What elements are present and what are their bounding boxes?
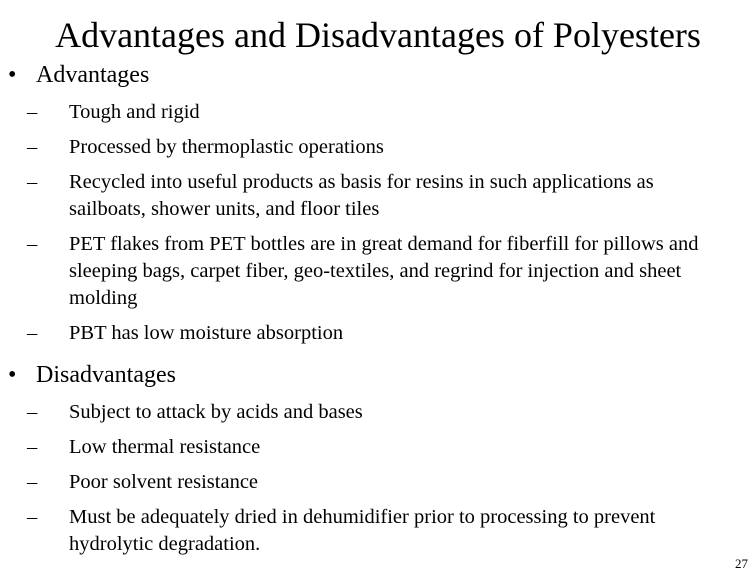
- page-number: 27: [735, 556, 748, 571]
- slide-title: Advantages and Disadvantages of Polyesters: [55, 15, 701, 55]
- list-item: [0, 99, 729, 126]
- list-item: [0, 231, 729, 312]
- advantages-list: [0, 99, 756, 347]
- disadvantages-section: [0, 357, 756, 566]
- bullet-icon: •: [8, 62, 17, 88]
- dash-icon: –: [27, 233, 38, 255]
- list-item: [0, 434, 729, 461]
- dash-icon: –: [27, 471, 38, 493]
- list-item: [0, 399, 729, 426]
- list-item: [0, 169, 729, 223]
- advantages-label: Advantages: [36, 62, 150, 88]
- dash-icon: –: [27, 136, 38, 158]
- list-item: [0, 469, 729, 496]
- list-item: [0, 320, 729, 347]
- list-item-text: Subject to attack by acids and bases: [69, 401, 363, 423]
- list-item: [0, 504, 729, 558]
- disadvantages-list: [0, 399, 756, 558]
- disadvantages-label: Disadvantages: [36, 362, 176, 388]
- dash-icon: –: [27, 171, 38, 193]
- list-item-text: Low thermal resistance: [69, 436, 261, 458]
- list-item-text: Tough and rigid: [69, 101, 200, 123]
- list-item: [0, 134, 729, 161]
- dash-icon: –: [27, 401, 38, 423]
- advantages-heading: [0, 57, 756, 93]
- list-item-text: Poor solvent resistance: [69, 471, 259, 493]
- list-item-text: Must be adequately dried in dehumidifier prior to processing to prevent hydrolytic degradation.: [69, 506, 656, 555]
- list-item-text: Processed by thermoplastic operations: [69, 136, 384, 158]
- list-item-text: Recycled into useful products as basis for resins in such applications as sailboats, shower units, and floor tiles: [69, 171, 654, 220]
- bullet-icon: •: [8, 362, 17, 388]
- dash-icon: –: [27, 322, 38, 344]
- list-item-text: PBT has low moisture absorption: [69, 322, 344, 344]
- dash-icon: –: [27, 436, 38, 458]
- dash-icon: –: [27, 506, 38, 528]
- disadvantages-heading: [0, 357, 756, 393]
- list-item-text: PET flakes from PET bottles are in great demand for fiberfill for pillows and sleeping bags, carpet fiber, geo-textiles, and regrind for injection and sheet molding: [69, 233, 699, 309]
- advantages-section: [0, 57, 756, 355]
- dash-icon: –: [27, 101, 38, 123]
